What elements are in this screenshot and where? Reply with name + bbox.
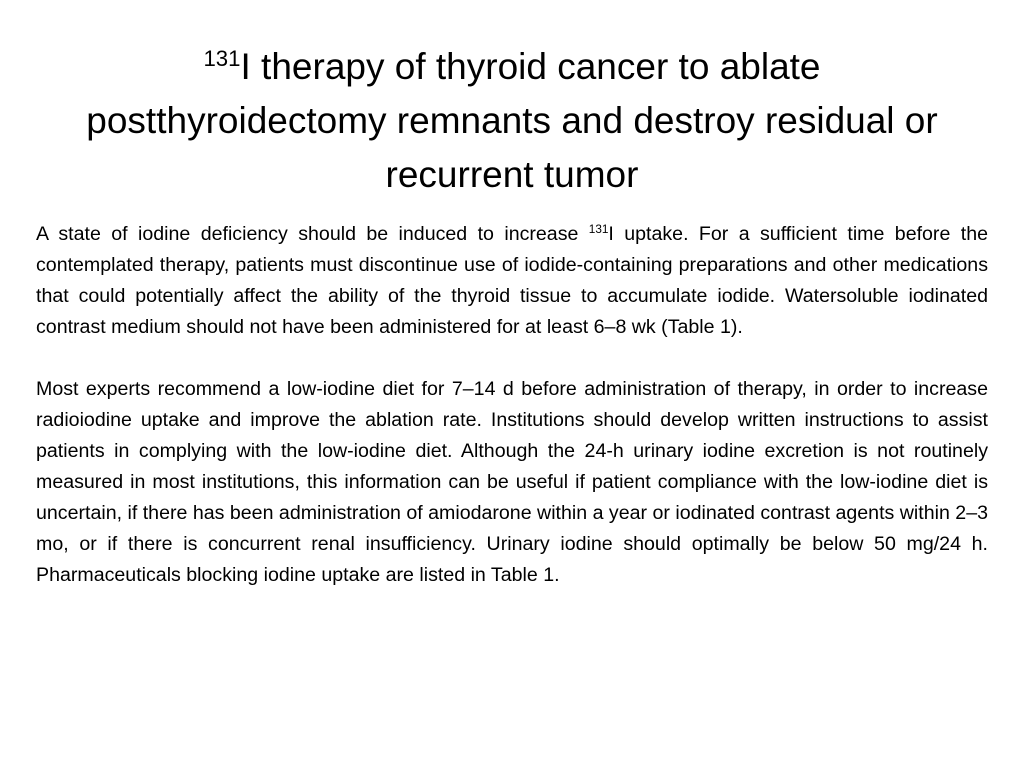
slide-title <box>60 40 964 202</box>
paragraph-low-iodine-diet: Most experts recommend a low-iodine diet for 7–14 d before administration of therapy, in order to increase radioiodine uptake and improve the ablation rate. Institutions should develop written instructions to assist patients in complying with the low-iodine diet. Although the 24-h urinary iodine excretion is not routinely measured in most institutions, this information can be useful if patient compliance with the low-iodine diet is uncertain, if there has been administration of amiodarone within a year or iodinated contrast agents within 2–3 mo, or if there is concurrent renal insufficiency. Urinary iodine should optimally be below 50 mg/24 h. Pharmaceuticals blocking iodine uptake are listed in Table 1. <box>36 378 988 586</box>
title-isotope-superscript: 131 <box>203 45 241 71</box>
paragraph-1-text-start: A state of iodine deficiency should be induced to increase <box>36 223 589 245</box>
title-text: I therapy of thyroid cancer to ablate postthyroidectomy remnants and destroy residual or recurrent tumor <box>86 46 938 195</box>
slide-body <box>36 219 988 591</box>
paragraph-iodine-deficiency <box>36 219 988 343</box>
paragraph-1-text-end: I uptake. For a sufficient time before the contemplated therapy, patients must discontinue use of iodide-containing preparations and other medications that could potentially affect the ability of the thyroid tissue to accumulate iodide. Watersoluble iodinated contrast medium should not have been administered for at least 6–8 wk (Table 1). <box>36 223 988 338</box>
paragraph-1-isotope-superscript: 131 <box>588 222 609 236</box>
